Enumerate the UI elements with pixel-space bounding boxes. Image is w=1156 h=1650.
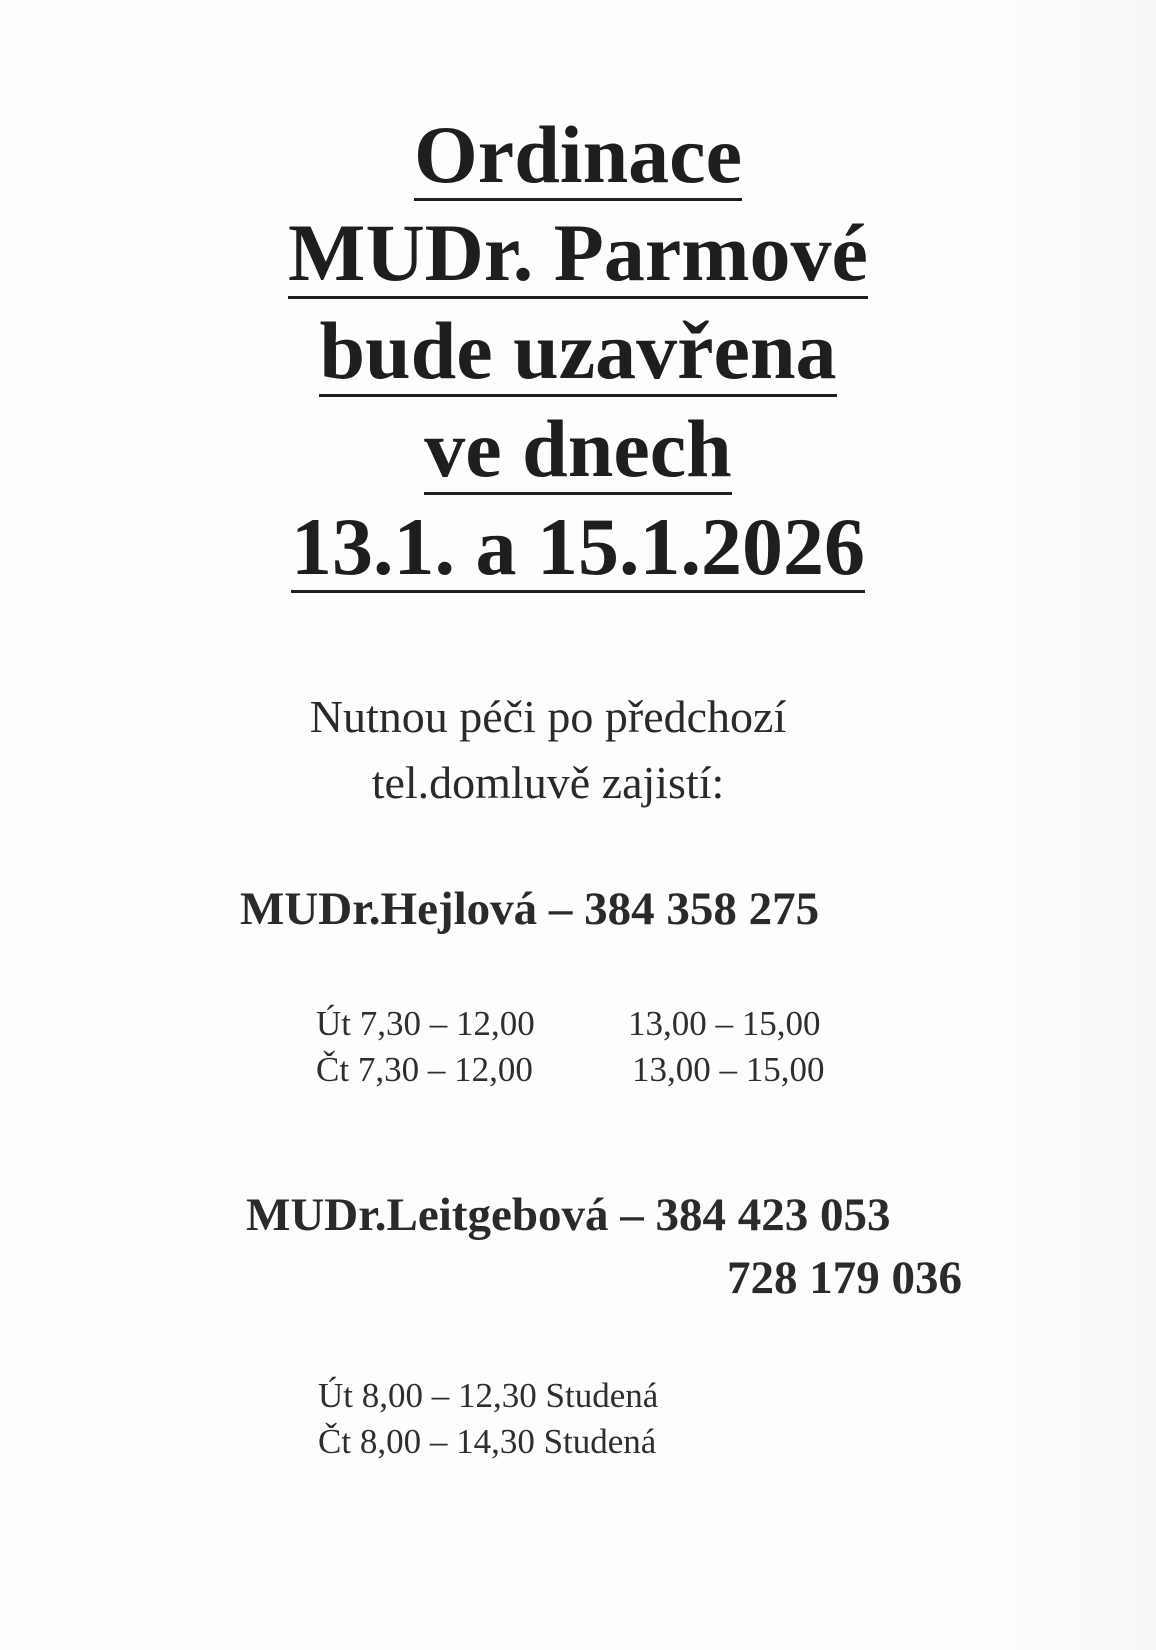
hejlova-hours-thursday [316,1052,876,1092]
intro-line-1: Nutnou péči po předchozí [309,691,787,742]
heading-line-on-days: ve dnech [424,403,732,494]
doctor-leitgebova-contact: MUDr.Leitgebová – 384 423 053 [246,1189,891,1241]
hours-text: Čt 8,00 – 14,30 Studená [318,1422,657,1461]
hours-afternoon: 13,00 – 15,00 [632,1050,825,1089]
heading-line-doctor-name: MUDr. Parmové [288,207,868,298]
heading-line-dates: 13.1. a 15.1.2026 [291,501,865,592]
hours-text: Út 8,00 – 12,30 Studená [318,1376,659,1415]
heading-line-ordinace: Ordinace [414,109,742,200]
hours-morning: Čt 7,30 – 12,00 [316,1050,533,1089]
leitgebova-hours-tuesday [318,1378,778,1418]
hours-morning: Út 7,30 – 12,00 [316,1004,535,1043]
doctor-leitgebova-phone-2: 728 179 036 [727,1252,962,1304]
intro-line-2: tel.domluvě zajistí: [371,757,725,808]
doctor-hejlova-contact: MUDr.Hejlová – 384 358 275 [240,883,820,935]
leitgebova-hours-thursday [318,1424,778,1464]
hours-afternoon: 13,00 – 15,00 [628,1004,821,1043]
hejlova-hours-tuesday [316,1006,876,1046]
heading-line-closed: bude uzavřena [319,305,837,396]
